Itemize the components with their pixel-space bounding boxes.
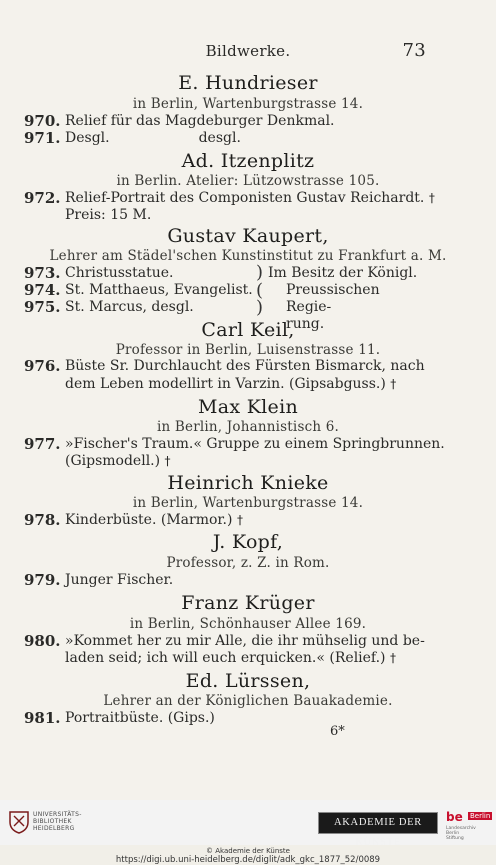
artist-name: Ed. Lürssen, — [185, 670, 311, 692]
entry-number: 972. — [24, 189, 61, 207]
entry-text: Relief für das Magdeburger Denkmal. — [65, 113, 335, 129]
entry-number: 973. — [24, 264, 61, 282]
artist-name: Franz Krüger — [181, 592, 315, 614]
artist-address: in Berlin, Johannistisch 6. — [157, 419, 339, 435]
entry-text — [65, 650, 440, 667]
brace-middle: ( — [256, 280, 264, 301]
artist-name: Ad. Itzenplitz — [181, 150, 315, 172]
entry-text: Büste Sr. Durchlaucht des Fürsten Bismarck, nach — [65, 358, 425, 374]
library-shield-icon — [8, 810, 30, 834]
artist-address: in Berlin, Wartenburgstrasse 14. — [132, 495, 364, 511]
entry-number: 980. — [24, 632, 61, 650]
entry-line: Kinderbüste. (Marmor.) — [65, 512, 233, 528]
running-header — [0, 42, 496, 62]
artist-name: E. Hundrieser — [178, 72, 318, 94]
artist-name: Heinrich Knieke — [167, 472, 329, 494]
library-name-line: UNIVERSITÄTS- — [33, 811, 82, 818]
entry-text — [65, 190, 440, 207]
entry-line: dem Leben modellirt in Varzin. (Gipsabguss.) — [65, 376, 386, 392]
akademie-logo[interactable]: AKADEMIE DER KÜNSTE — [318, 812, 438, 834]
cross-mark: † — [428, 191, 435, 205]
signature-mark: 6* — [330, 724, 345, 739]
entry-text: Desgl. desgl. — [65, 130, 241, 146]
entry-number: 975. — [24, 298, 61, 316]
artist-address: Lehrer am Städel'schen Kunstinstitut zu Frankfurt a. M. — [49, 248, 447, 264]
header-title: Bildwerke. — [205, 42, 291, 60]
copyright-text: © Akademie der Künste — [206, 847, 290, 855]
artist-address: in Berlin, Wartenburgstrasse 14. — [132, 96, 364, 112]
permalink[interactable]: https://digi.ub.uni-heidelberg.de/diglit/adk_gkc_1877_52/0089 — [115, 855, 381, 865]
artist-name: Carl Keil, — [201, 319, 295, 341]
entry-text: Junger Fischer. — [65, 572, 174, 588]
entry-text: Christusstatue. — [65, 265, 174, 281]
entry-line: (Gipsmodell.) — [65, 453, 161, 469]
library-name-line: HEIDELBERG — [33, 825, 75, 832]
entry-number: 978. — [24, 511, 61, 529]
page-number: 73 — [402, 40, 426, 61]
cross-mark: † — [236, 513, 243, 527]
artist-address: Lehrer an der Königlichen Bauakademie. — [103, 693, 393, 709]
artist-address: in Berlin, Schönhauser Allee 169. — [129, 616, 367, 632]
entry-text: »Kommet her zu mir Alle, die ihr mühselig und be- — [65, 633, 425, 649]
cross-mark: † — [390, 377, 397, 391]
entry-number: 977. — [24, 435, 61, 453]
entry-number: 979. — [24, 571, 61, 589]
berlin-caption-line: Landesarchiv — [446, 826, 476, 831]
provenance-line: Im Besitz der Königl. — [268, 265, 418, 281]
university-library-logo[interactable] — [8, 808, 82, 838]
berlin-logo-mark: be — [446, 810, 463, 824]
entry-number: 981. — [24, 709, 61, 727]
artist-name: Gustav Kaupert, — [167, 225, 329, 247]
entry-line: Relief-Portrait des Componisten Gustav Reichardt. — [65, 190, 425, 206]
entry-line: laden seid; ich will euch erquicken.« (Relief.) — [65, 650, 386, 666]
entry-price: Preis: 15 M. — [65, 207, 152, 223]
artist-address: in Berlin. Atelier: Lützowstrasse 105. — [116, 173, 380, 189]
provenance-line: rung. — [286, 316, 325, 332]
berlin-caption-line: Berlin — [446, 831, 460, 836]
brace-bottom: ) — [256, 297, 264, 318]
entry-text — [65, 376, 440, 393]
entry-text: St. Matthaeus, Evangelist. — [65, 282, 253, 298]
cross-mark: † — [389, 651, 396, 665]
provenance-line: Preussischen Regie- — [286, 282, 380, 315]
berlin-caption-line: Stiftung — [446, 836, 464, 841]
entry-text — [65, 512, 440, 529]
library-name — [33, 811, 82, 832]
entry-text: St. Marcus, desgl. — [65, 299, 194, 315]
artist-address: Professor, z. Z. in Rom. — [166, 555, 330, 571]
entry-number: 971. — [24, 129, 61, 147]
cross-mark: † — [164, 454, 171, 468]
entry-text: »Fischer's Traum.« Gruppe zu einem Springbrunnen. — [65, 436, 445, 452]
entry-number: 974. — [24, 281, 61, 299]
berlin-logo-badge: Berlin — [470, 812, 491, 820]
artist-address: Professor in Berlin, Luisenstrasse 11. — [115, 342, 381, 358]
berlin-logo-caption — [446, 826, 494, 841]
artist-name: J. Kopf, — [212, 531, 284, 553]
berlin-logo[interactable] — [446, 808, 491, 841]
entry-number: 976. — [24, 357, 61, 375]
brace-top: ) — [256, 262, 264, 283]
library-name-line: BIBLIOTHEK — [33, 818, 72, 825]
entry-text — [65, 453, 440, 470]
entry-number: 970. — [24, 112, 61, 130]
entry-text: Portraitbüste. (Gips.) — [65, 710, 215, 726]
artist-name: Max Klein — [197, 396, 299, 418]
